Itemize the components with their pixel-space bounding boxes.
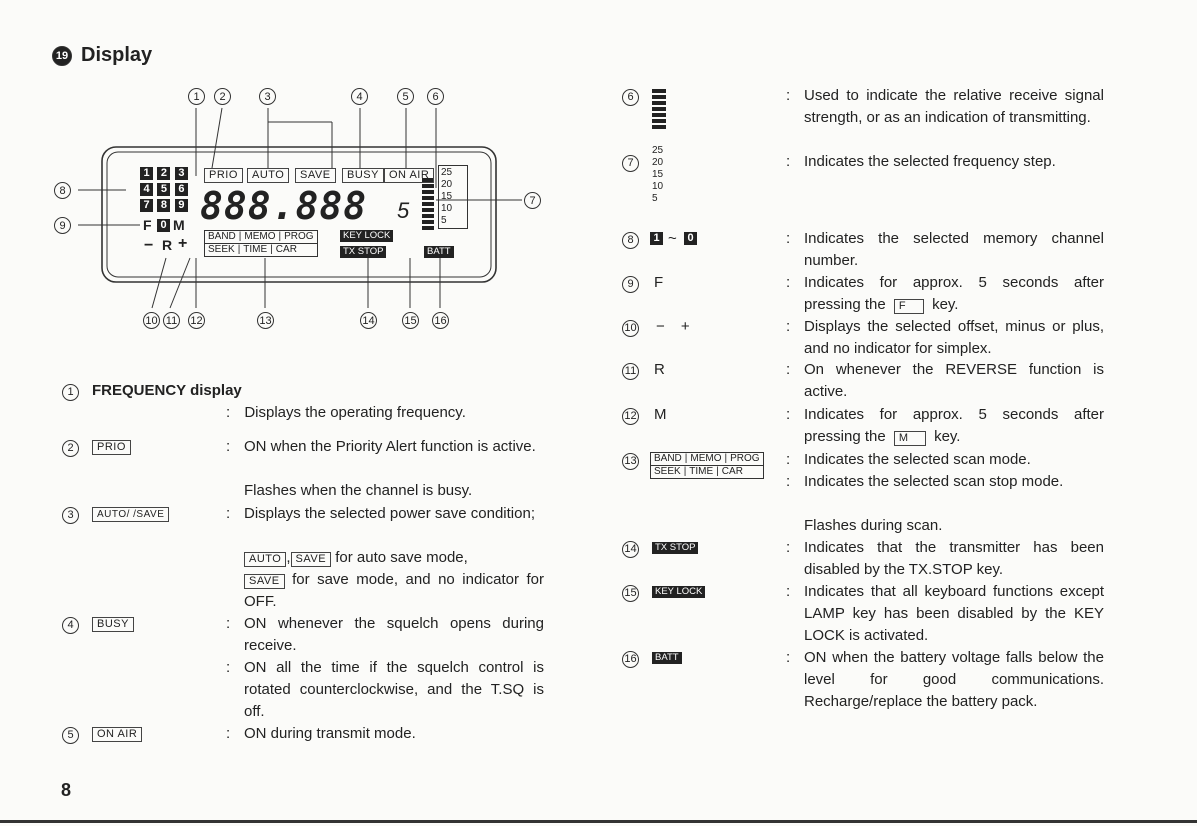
lcd-r: R [162,237,173,253]
desc-text: Flashes during scan. [804,517,943,534]
lcd-scan-table: BAND | MEMO | PROG SEEK | TIME | CAR [204,230,318,257]
range-sep: ~ [668,230,677,247]
item-num: 10 [622,320,639,337]
item-num: 12 [622,408,639,425]
lcd-step: 25 [441,167,453,178]
lcd-car: CAR [721,466,743,477]
memory-digit-grid [140,164,188,212]
desc-text: On whenever the REVERSE function is active. [804,361,1104,400]
desc-text [804,272,1104,316]
desc-text: ON whenever the squelch opens during receive. [244,615,544,654]
desc-text: Indicates the selected scan mode. [804,451,1031,468]
right-item-16 [622,647,792,669]
save-save-box: SAVE [291,552,332,567]
section-number: 19 [52,46,72,66]
lcd-label-13: 13 [257,312,274,329]
desc-text: key. [934,428,961,445]
item-num: 5 [62,727,79,744]
item-num: 4 [62,617,79,634]
mem-digit: 2 [157,167,170,180]
desc-text: Indicates the selected memory channel number. [804,230,1104,269]
item-label: FREQUENCY display [92,382,242,399]
desc-text: Displays the selected offset, minus or plus, and no indicator for simplex. [804,318,1104,357]
mem-digit: 3 [175,167,188,180]
desc-text [804,404,1104,448]
lcd-batt: BATT [424,246,454,258]
lcd-seek: SEEK [208,244,235,255]
desc-text: Indicates the selected scan stop mode. [804,473,1064,490]
lcd-label-11: 11 [163,312,180,329]
lcd-label-15: 15 [402,312,419,329]
save-auto-box: AUTO [244,552,286,567]
item-label: BATT [652,652,682,664]
lcd-label-1: 1 [188,88,205,105]
step-value: 5 [652,193,658,204]
right-item-15 [622,581,792,603]
lcd-frequency: 888.888 [200,184,368,228]
lcd-label-10: 10 [143,312,160,329]
lcd-keylock: KEY LOCK [340,230,393,242]
save-auto-line: AUTO , SAVE for auto save mode, [244,547,544,569]
lcd-band: BAND [208,231,236,242]
step-value: 10 [652,181,664,192]
lcd-label-7: 7 [524,192,541,209]
item-label: R [654,361,665,378]
lcd-step: 10 [441,203,453,214]
mem-digit: 9 [175,199,188,212]
lcd-label-8: 8 [54,182,71,199]
section-heading [52,44,152,67]
m-key-icon: M [894,431,926,446]
lcd-band: BAND [654,453,682,464]
lcd-onair: ON AIR [384,168,434,183]
lcd-time: TIME [243,244,268,255]
lcd-step: 5 [441,215,447,226]
desc-text: Indicates that all keyboard functions except LAMP key has been disabled by the KEY LOCK is activated. [804,583,1104,644]
item-num: 9 [622,276,639,293]
lcd-step: 15 [441,191,453,202]
desc-text: Used to indicate the relative receive signal strength, or as an indication of transmitting. [804,87,1104,126]
lcd-prog: PROG [284,231,314,242]
desc-text: Displays the selected power save condition; [244,505,535,522]
mem-digit: 1 [140,167,153,180]
desc-text: Indicates that the transmitter has been disabled by the TX.STOP key. [804,539,1104,578]
left-item-1 [62,380,562,402]
item-label: AUTO/ /SAVE [92,507,169,522]
lcd-car: CAR [275,244,297,255]
item-label: PRIO [92,440,131,455]
lcd-freq-suffix: 5 [397,198,410,223]
desc-text: Indicates for approx. 5 seconds after pressing the [804,406,1104,445]
lcd-save: SAVE [295,168,336,183]
lcd-label-4: 4 [351,88,368,105]
item-label: KEY LOCK [652,586,705,598]
lcd-label-12: 12 [188,312,205,329]
right-item-9 [622,272,762,294]
lcd-prog: PROG [730,453,760,464]
step-value: 20 [652,157,664,168]
desc-text: ON during transmit mode. [244,725,416,742]
lcd-minus: − [144,237,154,254]
lcd-memo: MEMO [690,453,722,464]
lcd-txstop: TX STOP [340,246,386,258]
mem-digit: 4 [140,183,153,196]
item-num: 14 [622,541,639,558]
right-item-7 [622,145,762,204]
lcd-label-5: 5 [397,88,414,105]
item-num: 2 [62,440,79,457]
lcd-step-column [438,165,468,229]
lcd-plus: + [178,235,188,252]
desc-text: ON when the Priority Alert function is active. [244,438,536,455]
lcd-prio: PRIO [204,168,243,183]
f-key-icon: F [894,299,924,314]
item-num: 8 [622,232,639,249]
lcd-diagram [40,80,560,350]
lcd-m: M [173,217,185,233]
right-item-14 [622,537,792,559]
step-value: 15 [652,169,664,180]
item-num: 7 [622,155,639,172]
item-num: 1 [62,384,79,401]
desc-text: Displays the operating frequency. [244,404,466,421]
mem-digit: 5 [157,183,170,196]
item-num: 3 [62,507,79,524]
desc-text: ON when the battery voltage falls below the level for good communications. Recharge/replace the battery pack. [804,649,1104,710]
item-num: 15 [622,585,639,602]
lcd-label-14: 14 [360,312,377,329]
item-num: 11 [622,363,639,380]
mem-digit: 6 [175,183,188,196]
item-label: ON AIR [92,727,142,742]
right-item-10 [622,316,762,338]
lcd-label-3: 3 [259,88,276,105]
mem-digit: 7 [140,199,153,212]
scan-mode-icon: BAND | MEMO | PROG SEEK | TIME | CAR [650,452,764,479]
mem-first-icon: 1 [650,232,663,245]
mem-digit: 8 [157,199,170,212]
save-save-line [244,569,544,613]
item-label: M [654,406,667,423]
bottom-rule [0,820,1197,823]
left-desc-1: : Displays the operating frequency. [226,404,466,421]
lcd-memo: MEMO [244,231,276,242]
step-scale [652,145,663,205]
save-save-box-2: SAVE [244,574,285,589]
desc-text: Flashes when the channel is busy. [244,482,473,499]
lcd-seek: SEEK [654,466,681,477]
step-value: 25 [652,145,664,156]
mem-last-icon: 0 [684,232,697,245]
item-label: − + [656,318,696,335]
lcd-auto: AUTO [247,168,289,183]
right-item-8 [622,228,762,250]
section-title: Display [81,44,153,66]
item-label: TX STOP [652,542,698,554]
item-num: 13 [622,453,639,470]
item-num: 16 [622,651,639,668]
desc-text: for auto save mode, [335,549,468,566]
desc-text: key. [932,296,959,313]
item-label: F [654,274,664,291]
item-num: 6 [622,89,639,106]
lcd-time: TIME [689,466,714,477]
lcd-busy: BUSY [342,168,384,183]
lcd-mem-zero: 0 [157,219,170,232]
lcd-label-2: 2 [214,88,231,105]
desc-text: Indicates for approx. 5 seconds after pressing the [804,274,1104,313]
right-item-13 [622,449,792,477]
lcd-label-6: 6 [427,88,444,105]
signal-bars-icon [652,89,666,129]
lcd-label-16: 16 [432,312,449,329]
desc-text: ON all the time if the squelch control is rotated counterclockwise, and the T.SQ is off. [244,659,544,720]
right-item-12 [622,404,762,426]
desc-text: for save mode, and no indicator for OFF. [244,571,545,610]
page-number: 8 [61,780,72,800]
item-label: BUSY [92,617,134,632]
lcd-step: 20 [441,179,453,190]
lcd-label-9: 9 [54,217,71,234]
lcd-f: F [143,217,152,233]
desc-text: Indicates the selected frequency step. [804,153,1056,170]
right-item-11 [622,359,762,381]
